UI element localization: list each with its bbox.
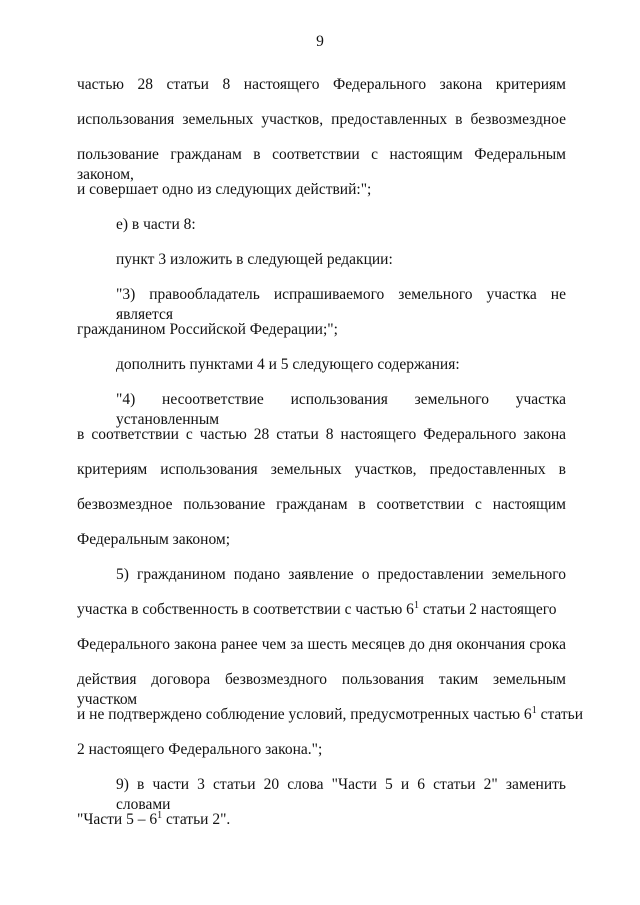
text-part: участка в собственность в соответствии с частью 6 — [77, 601, 414, 618]
text-line: частью 28 статьи 8 настоящего Федерального закона критериям — [77, 76, 566, 93]
text-line: критериям использования земельных участков, предоставленных в — [77, 461, 566, 478]
text-line-with-superscript — [77, 704, 584, 725]
text-line: "4) несоответствие использования земельного участка установленным — [116, 391, 566, 428]
text-line-with-superscript — [77, 810, 566, 830]
text-line: дополнить пунктами 4 и 5 следующего содержания: — [116, 356, 460, 373]
text-line: "3) правообладатель испрашиваемого земельного участка не является — [116, 286, 566, 323]
text-part: статьи 2". — [162, 811, 231, 828]
superscript: 1 — [531, 704, 537, 716]
text-part: и не подтверждено соблюдение условий, предусмотренных частью 6 — [77, 706, 532, 723]
superscript: 1 — [157, 809, 163, 821]
superscript: 1 — [413, 599, 419, 611]
text-line: пункт 3 изложить в следующей редакции: — [116, 251, 393, 268]
text-line: 5) гражданином подано заявление о предоставлении земельного — [116, 566, 566, 583]
text-line: е) в части 8: — [116, 216, 196, 233]
text-line: 2 настоящего Федерального закона."; — [77, 741, 323, 758]
text-part: статьи — [536, 706, 584, 723]
text-part: "Части 5 – 6 — [77, 811, 158, 828]
text-line: и совершает одно из следующих действий:"; — [77, 181, 372, 198]
text-line: Федерального закона ранее чем за шесть месяцев до дня окончания срока — [77, 636, 566, 653]
text-line: безвозмездное пользование гражданам в соответствии с настоящим — [77, 496, 566, 513]
text-line: использования земельных участков, предоставленных в безвозмездное — [77, 111, 566, 128]
text-line: действия договора безвозмездного пользования таким земельным участком — [77, 671, 566, 708]
text-line: гражданином Российской Федерации;"; — [77, 321, 338, 338]
text-line: Федеральным законом; — [77, 531, 231, 548]
text-part: статьи 2 настоящего — [418, 601, 557, 618]
text-line: в соответствии с частью 28 статьи 8 настоящего Федерального закона — [77, 426, 566, 443]
text-line-with-superscript — [77, 600, 566, 620]
text-line: 9) в части 3 статьи 20 слова "Части 5 и 6 статьи 2" заменить словами — [116, 776, 566, 813]
page-number: 9 — [316, 33, 324, 50]
text-line: пользование гражданам в соответствии с настоящим Федеральным законом, — [77, 146, 566, 183]
